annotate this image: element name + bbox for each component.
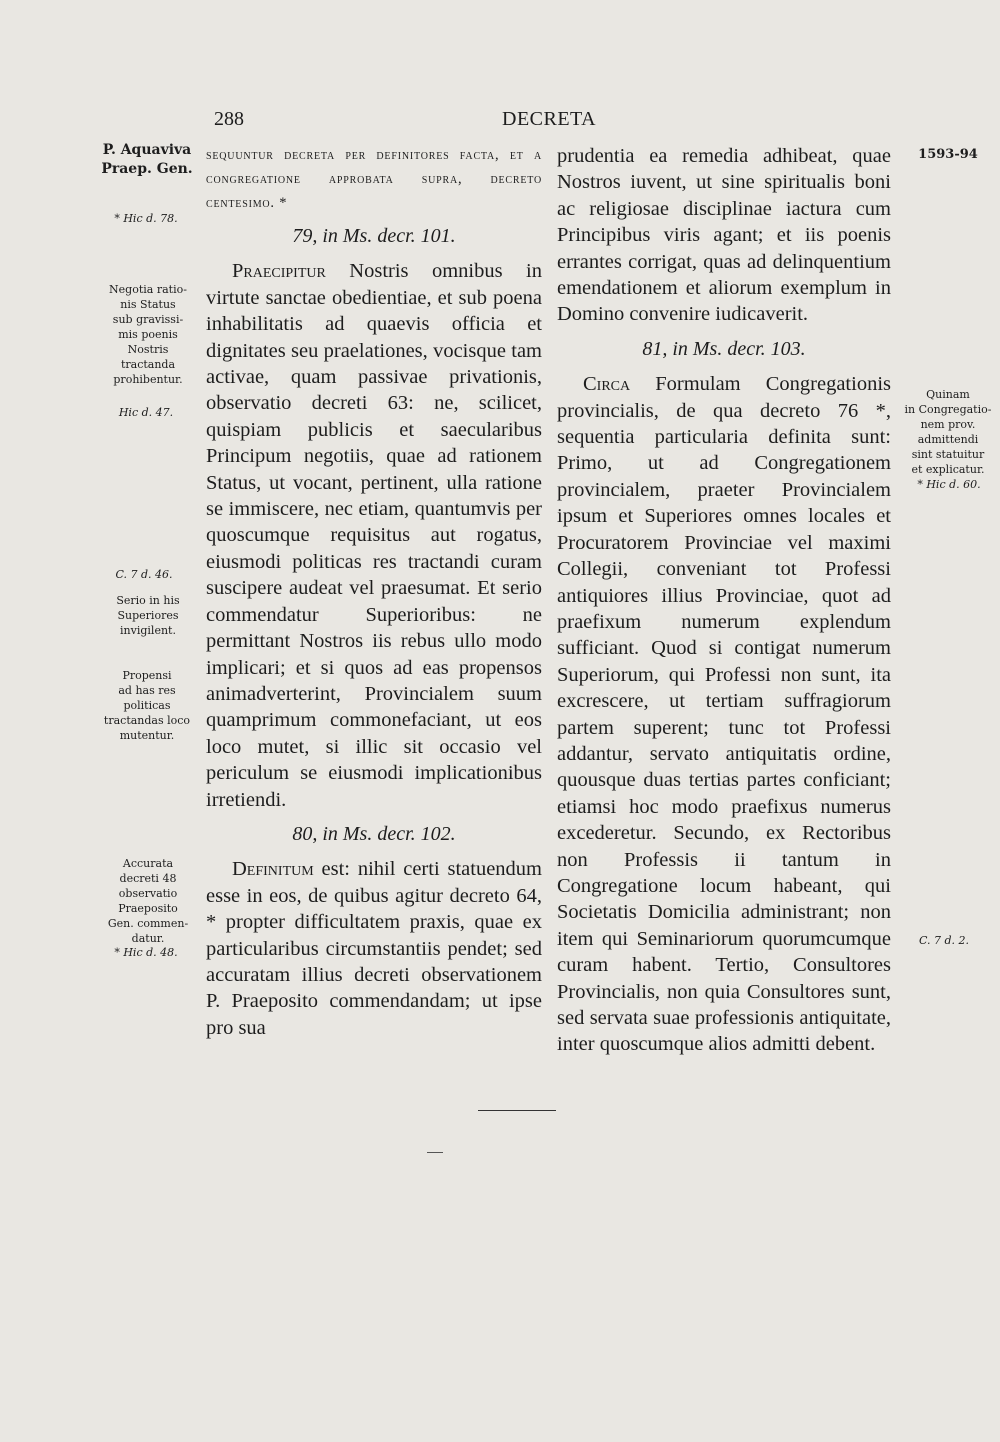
margin-note: Propensi ad has res politicas tractandas loco mutentur. [103, 669, 191, 742]
author-note: P. Aquaviva Praep. Gen. [101, 142, 193, 177]
year-range: 1593-94 [918, 147, 978, 162]
left-column [206, 143, 542, 1041]
margin-ref: * Hic d. 60. [917, 478, 981, 491]
decree-heading: 81, in Ms. decr. 103. [642, 337, 806, 360]
margin-note: Accurata decreti 48 observatio Praeposito Gen. commen- datur. [107, 857, 189, 945]
decree-heading: 80, in Ms. decr. 102. [292, 822, 456, 845]
margin-ref: * Hic d. 78. [114, 212, 178, 225]
page-number: 288 [214, 108, 244, 130]
continued-paragraph: prudentia ea remedia adhibeat, quae Nostros iuvent, ut sine spiritualis boni ac religiosae disciplinae iactura cum Principibus viris agant; et iis poenis errantes corrigat, quas ad delinquentium emendationem et aliorum exemplum in Domino convenire iudicaverit. [557, 145, 891, 326]
margin-note: Negotia ratio- nis Status sub gravissi- mis poenis Nostris tractanda prohibentur. [109, 283, 187, 386]
decree-paragraph [557, 371, 891, 1058]
paragraph-text: Nostris omnibus in virtute sanctae obedientiae, et sub poena inhabilitatis ad quaevis officia et dignitates seu praelationes, vocisque tam activae, quam passivae privationis, observatio decreti 63: ne, scilicet, quispiam publicis et saecularibus Principum negotiis, quae ad rationem Status, ut vocant, pertinent, ulla ratione se immiscere, nec etiam, quantumvis per quoscumque requisitus aut rogatus, eiusmodi politicas res tractandi curam suscipere audeat vel praesumat. Et serio commendatur Superioribus: ne permittant Nostros iis rebus ullo modo implicari; et si quos ad eas propensos animadverterint, Provincialem suum quamprimum commonefaciant, ut eos loco mutet, si illic sit occasio vel periculum se eiusmodi implicationibus irretiendi. [206, 260, 542, 811]
paragraph-text: Formulam Congregationis provincialis, de qua decreto 76 *, sequentia particularia definita sunt: Primo, ut ad Congregationem provincialem, praeter Provincialem ipsum et Superiores omnes locales et Procuratorem Provinciae vel maximi Collegii, conveniant tot Professi antiquiores illius Provinciae, quot ad praefixum numerum explendum sufficiant. Quod si contigat numerum Superiorum, qui Professi non sunt, ita excrescere, ut tertiam suffragiorum partem superent; tunc tot Professi addantur, servato antiquitatis ordine, quousque duas tertias partes conficiant; etiamsi hoc modo praefixus numerus excederetur. Secundo, ex Rectoribus non Professis ii tantum in Congregatione locum habeant, qui Societatis Domicilia administrant; non item qui Seminariorum quorumcumque curam habent. Tertio, Consultores Provincialis, non quia Consultores sunt, sed servata suae professionis antiquitate, inter quoscumque alios admitti debent. [557, 373, 891, 1056]
decree-heading: 79, in Ms. decr. 101. [292, 225, 456, 247]
right-column [557, 143, 891, 1058]
section-rule [478, 1110, 556, 1111]
margin-ref: C. 7 d. 2. [918, 934, 970, 947]
margin-ref: C. 7 d. 46. [115, 568, 173, 581]
margin-note: Quinam in Congregatio- nem prov. admittendi sint statuitur et explicatur. [904, 388, 992, 476]
margin-note: Serio in his Superiores invigilent. [116, 594, 180, 637]
margin-ref: * Hic d. 48. [114, 946, 178, 959]
section-intro: sequuntur decreta per definitores facta, et a congregatione approbata supra, decreto centesimo. * [206, 147, 542, 211]
footer-dash [427, 1152, 443, 1153]
initial-word: Circa [583, 373, 631, 396]
paragraph-text: est: nihil certi statuendum esse in eos, de quibus agitur decreto 64, * propter difficultatem praxis, quae ex particularibus circumstantiis pendet; sed accuratam illius decreti observationem P. Praeposito commendandam; ut ipse pro sua [206, 858, 542, 1039]
margin-ref: Hic d. 47. [118, 406, 174, 419]
decree-paragraph [206, 258, 542, 813]
initial-word: Definitum [232, 858, 314, 881]
initial-word: Praecipitur [232, 260, 326, 283]
running-title: DECRETA [502, 108, 597, 130]
decree-paragraph [206, 856, 542, 1041]
